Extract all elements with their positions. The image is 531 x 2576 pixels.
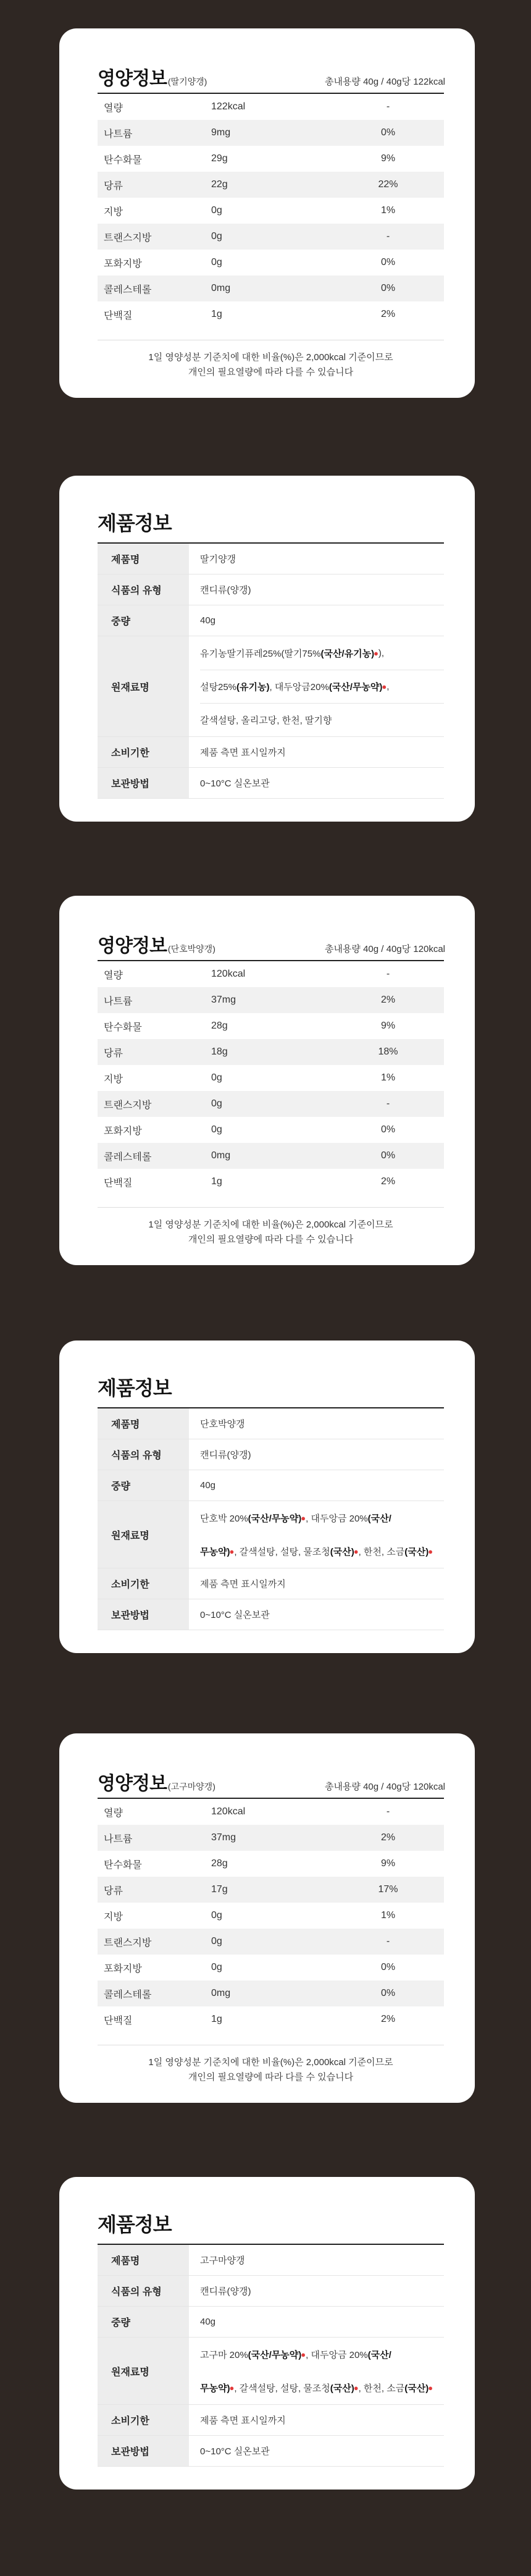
row-value: 40g: [200, 615, 216, 626]
nutrient-amount: 120kcal: [211, 1806, 246, 1817]
table-row: [98, 2307, 444, 2338]
table-row: [98, 120, 444, 146]
nutrient-name: 단백질: [104, 2015, 133, 2026]
nutrition-title: 영양정보: [98, 1774, 167, 1794]
table-row: [98, 2245, 444, 2276]
ingredient-line: 단호박 20% (국산/무농약) ● , 대두앙금 20% (국산/: [200, 1513, 391, 1524]
row-value: 40g: [200, 2317, 216, 2327]
table-row: [98, 1929, 444, 1955]
ingredients-list: [189, 636, 444, 736]
nutrient-percent: -: [386, 231, 390, 242]
nutrient-amount: 0g: [211, 1910, 222, 1921]
table-row: [98, 544, 444, 575]
nutrition-serving: 총내용량 40g / 40g당 120kcal: [324, 1782, 445, 1792]
nutrient-percent: 2%: [380, 1176, 396, 1187]
row-value: 0~10°C 실온보관: [200, 778, 270, 789]
nutrient-name: 단백질: [104, 310, 133, 321]
table-row: [98, 146, 444, 172]
dot-marker: ●: [382, 682, 387, 691]
nutrition-serving: 총내용량 40g / 40g당 120kcal: [324, 944, 445, 954]
table-row: [98, 1169, 444, 1195]
ingredients-list: [189, 1501, 444, 1568]
row-label: 보관방법: [98, 2436, 189, 2466]
dot-marker: ●: [301, 1513, 306, 1523]
nutrition-header: [98, 63, 445, 90]
product-table: [98, 2244, 444, 2467]
nutrient-name: 포화지방: [104, 1126, 142, 1137]
table-row: [98, 1091, 444, 1117]
product-title: 제품정보: [98, 1377, 172, 1399]
nutrient-percent: 17%: [378, 1884, 398, 1895]
nutrient-percent: 0%: [380, 1962, 396, 1972]
ingredient-line: 고구마 20% (국산/무농약) ● , 대두앙금 20% (국산/: [200, 2349, 391, 2360]
nutrient-name: 당류: [104, 1885, 123, 1896]
nutrient-name: 당류: [104, 180, 123, 192]
nutrient-percent: 1%: [380, 1072, 396, 1083]
nutrient-name: 지방: [104, 206, 123, 217]
row-label: 식품의 유형: [98, 575, 189, 605]
nutrient-percent: 9%: [380, 1858, 396, 1869]
table-row: [98, 1851, 444, 1877]
nutrient-percent: 0%: [380, 1988, 396, 1998]
note-line: 개인의 필요열량에 따라 다를 수 있습니다: [188, 1234, 354, 1245]
nutrient-name: 탄수화물: [104, 154, 142, 166]
row-label: 제품명: [98, 2245, 189, 2275]
product-card: [59, 1341, 475, 1653]
nutrient-percent: 0%: [380, 1124, 396, 1135]
nutrient-amount: 18g: [211, 1046, 228, 1057]
row-value: 캔디류(양갱): [200, 2286, 251, 2297]
row-label: 원재료명: [98, 2338, 189, 2404]
row-label: 중량: [98, 1470, 189, 1501]
row-value: 0~10°C 실온보관: [200, 1610, 270, 1620]
dot-marker: ●: [428, 1546, 433, 1556]
nutrient-name: 열량: [104, 103, 123, 114]
table-row: [98, 1501, 444, 1568]
product-card: [59, 476, 475, 822]
nutrition-note: [98, 2045, 444, 2085]
row-label: 소비기한: [98, 2405, 189, 2435]
nutrient-percent: -: [386, 1098, 390, 1109]
row-value: 단호박양갱: [200, 1419, 245, 1429]
nutrient-name: 나트륨: [104, 1833, 133, 1845]
nutrient-percent: 2%: [380, 1832, 396, 1843]
note-line: 개인의 필요열량에 따라 다를 수 있습니다: [188, 367, 354, 377]
row-value: 제품 측면 표시일까지: [200, 2415, 286, 2426]
ingredient-line: 설탕25% (유기농) , 대두앙금20% (국산/무농약) ● ,: [200, 670, 444, 703]
ingredient-line: 갈색설탕, 올리고당, 한천, 딸기향: [200, 703, 444, 736]
nutrient-name: 나트륨: [104, 996, 133, 1007]
dot-marker: ●: [374, 648, 378, 658]
table-row: [98, 1903, 444, 1929]
table-row: [98, 1013, 444, 1039]
table-row: [98, 768, 444, 799]
nutrient-amount: 0mg: [211, 1150, 231, 1161]
nutrient-amount: 37mg: [211, 995, 236, 1005]
table-row: [98, 636, 444, 737]
row-value: 제품 측면 표시일까지: [200, 1579, 286, 1589]
nutrient-percent: 1%: [380, 205, 396, 216]
row-label: 소비기한: [98, 737, 189, 767]
nutrient-name: 당류: [104, 1048, 123, 1059]
nutrient-percent: -: [386, 101, 390, 112]
table-row: [98, 1470, 444, 1501]
nutrient-amount: 1g: [211, 2014, 222, 2024]
nutrition-header: [98, 930, 445, 958]
nutrition-subtitle: (딸기양갱): [167, 77, 207, 86]
nutrient-amount: 1g: [211, 309, 222, 319]
row-value: 제품 측면 표시일까지: [200, 747, 286, 758]
nutrient-amount: 0g: [211, 205, 222, 216]
row-label: 제품명: [98, 544, 189, 574]
note-line: 1일 영양성분 기준치에 대한 비율(%)은 2,000kcal 기준이므로: [148, 2057, 393, 2068]
product-table: [98, 1407, 444, 1630]
nutrient-percent: 18%: [378, 1046, 398, 1057]
nutrient-amount: 0g: [211, 1936, 222, 1947]
nutrient-amount: 0g: [211, 231, 222, 242]
nutrition-table: [98, 960, 444, 1195]
ingredient-line: 무농약) ● , 갈색설탕, 설탕, 물조청 (국산) ● , 한천, 소금 (국산) ●: [200, 2383, 433, 2394]
table-row: [98, 1980, 444, 2006]
table-row: [98, 1039, 444, 1065]
table-row: [98, 198, 444, 224]
note-line: 1일 영양성분 기준치에 대한 비율(%)은 2,000kcal 기준이므로: [148, 1219, 393, 1230]
table-row: [98, 276, 444, 301]
nutrient-percent: 0%: [380, 1150, 396, 1161]
nutrient-percent: -: [386, 1936, 390, 1947]
table-row: [98, 2276, 444, 2307]
row-label: 중량: [98, 605, 189, 636]
table-row: [98, 301, 444, 327]
row-value: 캔디류(양갱): [200, 1450, 251, 1460]
nutrient-amount: 122kcal: [211, 101, 246, 112]
table-row: [98, 1799, 444, 1825]
product-table: [98, 542, 444, 799]
nutrient-percent: 0%: [380, 127, 396, 138]
nutrition-card: [59, 28, 475, 398]
nutrient-name: 지방: [104, 1074, 123, 1085]
nutrient-name: 트랜스지방: [104, 232, 152, 243]
table-row: [98, 2006, 444, 2032]
nutrient-name: 콜레스테롤: [104, 1989, 152, 2000]
table-row: [98, 1877, 444, 1903]
nutrient-amount: 17g: [211, 1884, 228, 1895]
nutrient-name: 지방: [104, 1911, 123, 1922]
dot-marker: ●: [353, 1546, 359, 1556]
nutrition-table: [98, 93, 444, 327]
table-row: [98, 172, 444, 198]
nutrient-percent: -: [386, 969, 390, 979]
nutrient-amount: 37mg: [211, 1832, 236, 1843]
table-row: [98, 987, 444, 1013]
nutrient-name: 트랜스지방: [104, 1100, 152, 1111]
nutrient-amount: 28g: [211, 1021, 228, 1031]
row-label: 중량: [98, 2307, 189, 2337]
row-label: 원재료명: [98, 636, 189, 736]
table-row: [98, 250, 444, 276]
table-row: [98, 1117, 444, 1143]
nutrient-percent: 0%: [380, 257, 396, 267]
nutrient-amount: 28g: [211, 1858, 228, 1869]
dot-marker: ●: [428, 2383, 433, 2393]
nutrition-subtitle: (단호박양갱): [167, 944, 215, 954]
row-value: 고구마양갱: [200, 2255, 245, 2266]
nutrient-percent: -: [386, 1806, 390, 1817]
row-label: 소비기한: [98, 1568, 189, 1599]
nutrient-name: 열량: [104, 1808, 123, 1819]
table-row: [98, 1825, 444, 1851]
row-label: 원재료명: [98, 1501, 189, 1568]
ingredient-line: 무농약) ● , 갈색설탕, 설탕, 물조청 (국산) ● , 한천, 소금 (국산) ●: [200, 1546, 433, 1557]
nutrient-percent: 2%: [380, 2014, 396, 2024]
product-title: 제품정보: [98, 512, 172, 534]
nutrient-amount: 0g: [211, 1098, 222, 1109]
nutrient-amount: 9mg: [211, 127, 231, 138]
table-row: [98, 961, 444, 987]
nutrition-header: [98, 1768, 445, 1795]
nutrition-card: [59, 896, 475, 1265]
nutrient-amount: 1g: [211, 1176, 222, 1187]
row-label: 식품의 유형: [98, 1439, 189, 1470]
table-row: [98, 1065, 444, 1091]
dot-marker: ●: [353, 2383, 359, 2393]
nutrient-amount: 29g: [211, 153, 228, 164]
product-title: 제품정보: [98, 2213, 172, 2236]
table-row: [98, 94, 444, 120]
dot-marker: ●: [229, 2383, 235, 2393]
note-line: 개인의 필요열량에 따라 다를 수 있습니다: [188, 2072, 354, 2082]
product-card: [59, 2177, 475, 2490]
nutrient-percent: 22%: [378, 179, 398, 190]
row-label: 보관방법: [98, 768, 189, 798]
nutrient-amount: 0mg: [211, 283, 231, 293]
nutrient-amount: 0g: [211, 1072, 222, 1083]
table-row: [98, 2436, 444, 2467]
nutrition-subtitle: (고구마양갱): [167, 1782, 215, 1791]
ingredients-list: [189, 2338, 444, 2404]
row-value: 40g: [200, 1480, 216, 1491]
nutrient-name: 포화지방: [104, 1963, 142, 1974]
table-row: [98, 575, 444, 605]
table-row: [98, 1408, 444, 1439]
table-row: [98, 737, 444, 768]
row-label: 보관방법: [98, 1599, 189, 1630]
nutrient-amount: 0g: [211, 1962, 222, 1972]
nutrient-name: 탄수화물: [104, 1859, 142, 1871]
nutrition-serving: 총내용량 40g / 40g당 122kcal: [324, 77, 445, 87]
nutrient-percent: 1%: [380, 1910, 396, 1921]
nutrient-amount: 0mg: [211, 1988, 231, 1998]
row-label: 식품의 유형: [98, 2276, 189, 2306]
table-row: [98, 224, 444, 250]
table-row: [98, 2338, 444, 2405]
nutrition-card: [59, 1733, 475, 2103]
table-row: [98, 2405, 444, 2436]
ingredient-line: 유기농딸기퓨레25%(딸기75% (국산/유기농) ● ),: [200, 647, 385, 659]
note-line: 1일 영양성분 기준치에 대한 비율(%)은 2,000kcal 기준이므로: [148, 352, 393, 363]
row-value: 캔디류(양갱): [200, 585, 251, 596]
nutrient-amount: 0g: [211, 257, 222, 267]
nutrient-percent: 9%: [380, 153, 396, 164]
table-row: [98, 1599, 444, 1630]
nutrition-table: [98, 1798, 444, 2032]
nutrient-amount: 120kcal: [211, 969, 246, 979]
row-value: 0~10°C 실온보관: [200, 2446, 270, 2457]
nutrient-name: 포화지방: [104, 258, 142, 269]
table-row: [98, 1955, 444, 1980]
dot-marker: ●: [229, 1546, 235, 1556]
nutrient-percent: 2%: [380, 309, 396, 319]
table-row: [98, 605, 444, 636]
nutrient-name: 나트륨: [104, 128, 133, 140]
nutrition-note: [98, 340, 444, 380]
nutrition-note: [98, 1207, 444, 1247]
nutrient-name: 열량: [104, 970, 123, 981]
nutrient-name: 콜레스테롤: [104, 1151, 152, 1163]
table-row: [98, 1439, 444, 1470]
dot-marker: ●: [301, 2349, 306, 2359]
table-row: [98, 1143, 444, 1169]
row-label: 제품명: [98, 1408, 189, 1439]
nutrient-percent: 2%: [380, 995, 396, 1005]
nutrient-name: 트랜스지방: [104, 1937, 152, 1948]
nutrition-title: 영양정보: [98, 69, 167, 89]
nutrient-percent: 9%: [380, 1021, 396, 1031]
row-value: 딸기양갱: [200, 554, 236, 565]
table-row: [98, 1568, 444, 1599]
nutrient-name: 콜레스테롤: [104, 284, 152, 295]
nutrient-name: 단백질: [104, 1177, 133, 1189]
nutrition-title: 영양정보: [98, 936, 167, 956]
nutrient-name: 탄수화물: [104, 1022, 142, 1033]
nutrient-percent: 0%: [380, 283, 396, 293]
nutrient-amount: 0g: [211, 1124, 222, 1135]
nutrient-amount: 22g: [211, 179, 228, 190]
